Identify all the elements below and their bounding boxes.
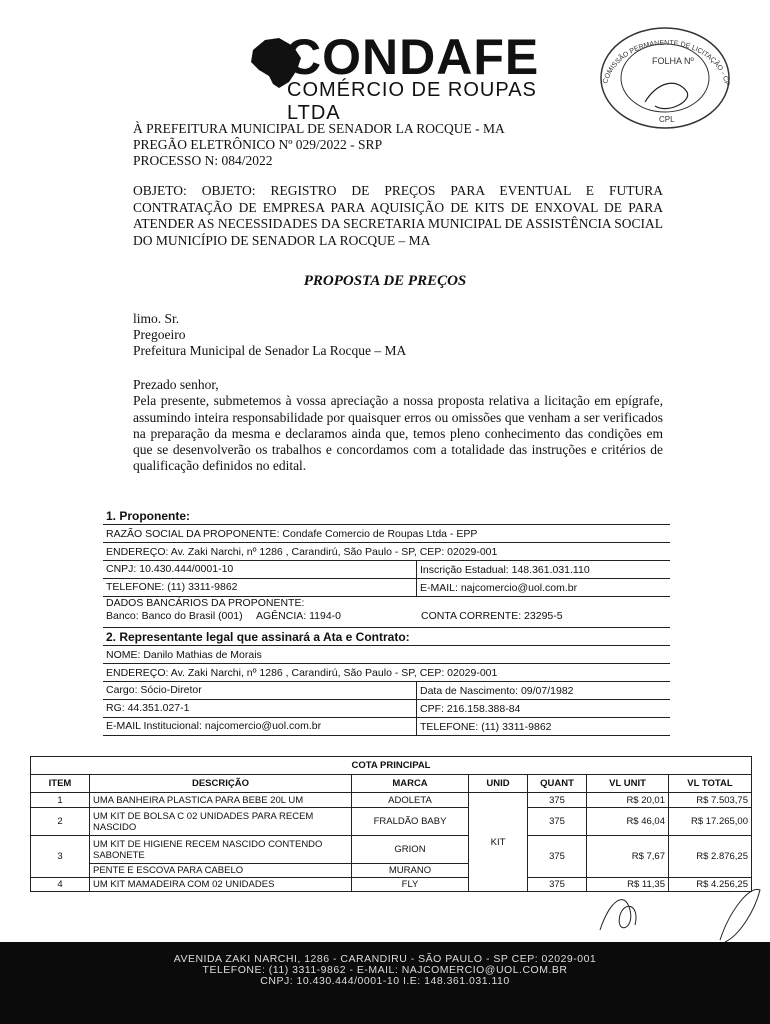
telefone: TELEFONE: (11) 3311-9862: [103, 579, 417, 596]
section-proponent: 1. Proponente:: [103, 507, 670, 525]
cota-title: COTA PRINCIPAL: [31, 757, 752, 775]
footer-line-1: AVENIDA ZAKI NARCHI, 1286 - CARANDIRU - SÃO PAULO - SP CEP: 02029-001: [173, 953, 597, 965]
row-cnpj-ie: [103, 561, 670, 579]
document-title: PROPOSTA DE PREÇOS: [303, 273, 467, 289]
price-table: [30, 756, 752, 892]
bank-name: Banco: Banco do Brasil (001): [106, 610, 243, 622]
inscricao-estadual: Inscrição Estadual: 148.361.031.110: [420, 563, 590, 576]
col-item: ITEM: [31, 775, 90, 793]
footer-line-3: CNPJ: 10.430.444/0001-10 I.E: 148.361.031.110: [260, 975, 510, 987]
col-vl-total: VL TOTAL: [669, 775, 752, 793]
logo-subtitle: COMÉRCIO DE ROUPAS LTDA: [287, 79, 537, 124]
cnpj: CNPJ: 10.430.444/0001-10: [103, 561, 417, 578]
row-rg: [103, 700, 670, 718]
table-row: 2 UM KIT DE BOLSA C 02 UNIDADES PARA RECEM NASCIDO FRALDÃO BABY 375 R$ 46,04 R$ 17.265,00: [31, 808, 752, 836]
row-razao: RAZÃO SOCIAL DA PROPONENTE: Condafe Comercio de Roupas Ltda - EPP: [103, 525, 670, 543]
company-logo: [245, 28, 565, 124]
row-endereco-2: ENDEREÇO: Av. Zaki Narchi, nº 1286 , Carandirú, São Paulo - SP, CEP: 02029-001: [103, 664, 670, 682]
proponent-table: [103, 507, 670, 736]
header-line-1: À PREFEITURA MUNICIPAL DE SENADOR LA ROCQUE - MA: [133, 121, 505, 136]
email-institucional: E-MAIL Institucional: najcomercio@uol.com.br: [103, 718, 417, 735]
logo-name: CONDAFE: [285, 29, 540, 85]
row-cargo: [103, 682, 670, 700]
stamp-footer: CPL: [659, 115, 675, 124]
col-vl-unit: VL UNIT: [587, 775, 669, 793]
bank-title: DADOS BANCÁRIOS DA PROPONENTE:: [106, 597, 305, 609]
stamp-arc-text: COMISSÃO PERMANENTE DE LICITAÇÃO - CP: [602, 39, 731, 87]
col-quant: QUANT: [528, 775, 587, 793]
recipient-header: [133, 121, 505, 169]
row-tel-email: [103, 579, 670, 597]
table-row: 3 UM KIT DE HIGIENE RECEM NASCIDO CONTENDO SABONETE GRION 375 R$ 7,67 R$ 2.876,25: [31, 836, 752, 864]
table-row: 1 UMA BANHEIRA PLASTICA PARA BEBE 20L UM ADOLETA KIT 375 R$ 20,01 R$ 7.503,75: [31, 793, 752, 808]
salutation: [133, 311, 406, 359]
table-row: PENTE E ESCOVA PARA CABELO MURANO: [31, 864, 752, 878]
section-representative: 2. Representante legal que assinará a Ata e Contrato:: [103, 628, 670, 646]
unit-kit: KIT: [469, 793, 528, 892]
body-text: Pela presente, submetemos à vossa apreciação a nossa proposta relativa a licitação em epígrafe, assumindo inteira responsabilidade por quaisquer erros ou omissões que venham a ser verificados na preparação da mesma e declaramos ainda que, temos pleno conhecimento das condições em que se desenvolverão os trabalhos e concordamos com a totalidade das instruções e critérios de qualificação definidos no edital.: [133, 393, 663, 474]
table-row: 4 UM KIT MAMADEIRA COM 02 UNIDADES FLY 375 R$ 11,35 R$ 4.256,25: [31, 878, 752, 892]
bank-agencia: AGÊNCIA: 1194-0: [256, 610, 342, 622]
cargo: Cargo: Sócio-Diretor: [103, 682, 417, 699]
header-line-2: PREGÃO ELETRÔNICO Nº 029/2022 - SRP: [133, 137, 383, 152]
signature: [590, 880, 765, 945]
salutation-line-1: limo. Sr.: [133, 311, 180, 326]
greeting: Prezado senhor,: [133, 377, 219, 392]
nascimento: Data de Nascimento: 09/07/1982: [420, 684, 574, 697]
stamp-label: FOLHA Nº: [652, 56, 694, 66]
header-line-3: PROCESSO N: 084/2022: [133, 153, 273, 168]
salutation-line-3: Prefeitura Municipal de Senador La Rocque – MA: [133, 343, 407, 358]
rg: RG: 44.351.027-1: [103, 700, 417, 717]
row-email-inst: [103, 718, 670, 736]
telefone-2: TELEFONE: (11) 3311-9862: [420, 720, 552, 733]
row-nome: NOME: Danilo Mathias de Morais: [103, 646, 670, 664]
objeto-text: OBJETO: OBJETO: REGISTRO DE PREÇOS PARA EVENTUAL E FUTURA CONTRATAÇÃO DE EMPRESA PARA AQUISIÇÃO DE KITS DE ENXOVAL DE PARA ATENDER AS NECESSIDADES DA SECRETARIA MUNICIPAL DE ASSISTÊNCIA SOCIAL DO MUNICÍPIO DE SENADOR LA ROCQUE – MA: [133, 183, 663, 248]
col-unid: UNID: [469, 775, 528, 793]
col-descricao: DESCRIÇÃO: [90, 775, 352, 793]
email: E-MAIL: najcomercio@uol.com.br: [420, 581, 578, 594]
svg-text:COMISSÃO PERMANENTE DE LICITAÇ: [597, 22, 730, 87]
row-endereco: ENDEREÇO: Av. Zaki Narchi, nº 1286 , Carandirú, São Paulo - SP, CEP: 02029-001: [103, 543, 670, 561]
bank-conta: CONTA CORRENTE: 23295-5: [421, 610, 563, 622]
page-footer: [0, 942, 770, 1024]
cpf: CPF: 216.158.388-84: [420, 702, 521, 715]
salutation-line-2: Pregoeiro: [133, 327, 186, 342]
proposal-body: [133, 377, 663, 475]
col-marca: MARCA: [352, 775, 469, 793]
footer-line-2: TELEFONE: (11) 3311-9862 - E-MAIL: NAJCOMERCIO@UOL.COM.BR: [202, 964, 568, 976]
bank-data: [103, 597, 670, 628]
cpl-stamp: [597, 22, 735, 132]
